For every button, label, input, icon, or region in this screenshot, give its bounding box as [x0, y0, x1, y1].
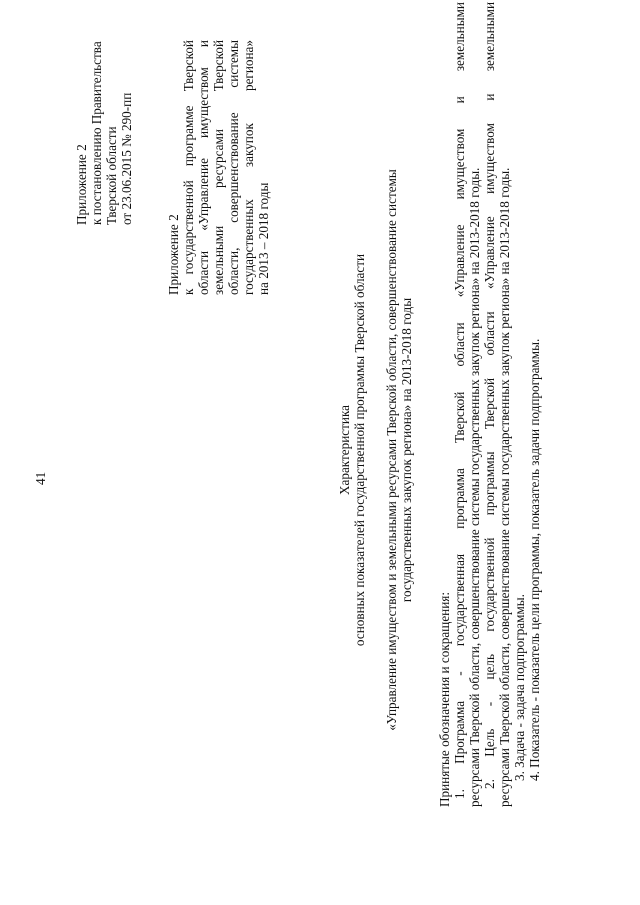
definition-item: ресурсами Тверской области, совершенствование системы государственных закупок региона» на 2013-2018 годы. — [467, 167, 482, 807]
header2-line: области «Управление имуществом и — [196, 40, 211, 295]
title-line: государственных закупок региона» на 2013-2018 годы — [399, 297, 414, 603]
definition-item: 1. Программа - государственная программа Тверской области «Управление имуществом и земельными — [452, 2, 467, 799]
definition-item: ресурсами Тверской области, совершенствование системы государственных закупок региона» на 2013-2018 годы. — [497, 167, 512, 807]
definition-item: 2. Цель - цель государственной программы Тверской области «Управление имуществом и земельными — [482, 2, 497, 789]
header1-line: к постановлению Правительства — [89, 41, 104, 225]
page-number: 41 — [33, 471, 48, 485]
header2-line: к государственной программе Тверской — [181, 40, 196, 295]
definition-item: 4. Показатель - показатель цели программы, показатель задачи подпрограммы. — [527, 338, 542, 781]
header1-line: от 23.06.2015 № 290-пп — [119, 92, 134, 225]
header2-line: государственных закупок региона» — [241, 40, 256, 295]
header2-line: Приложение 2 — [166, 214, 181, 295]
header2-line: на 2013 – 2018 годы — [256, 182, 271, 295]
header2-line: области, совершенствование системы — [226, 40, 241, 295]
definition-item: 3. Задача - задача подпрограммы. — [512, 594, 527, 781]
header1-line: Тверской области — [104, 126, 119, 225]
header2-line: земельными ресурсами Тверской — [211, 40, 226, 295]
definitions-section — [437, 2, 542, 807]
title-line: «Управление имуществом и земельными ресурсами Тверской области, совершенствование системы — [384, 169, 399, 731]
title-line: основных показателей государственной программы Тверской области — [352, 253, 367, 647]
approval-block-program — [166, 40, 271, 295]
document-title — [337, 95, 414, 805]
definitions-heading: Принятые обозначения и сокращения: — [437, 591, 452, 807]
title-line: Характеристика — [337, 404, 352, 496]
header1-line: Приложение 2 — [74, 144, 89, 225]
approval-block-resolution — [74, 25, 134, 225]
